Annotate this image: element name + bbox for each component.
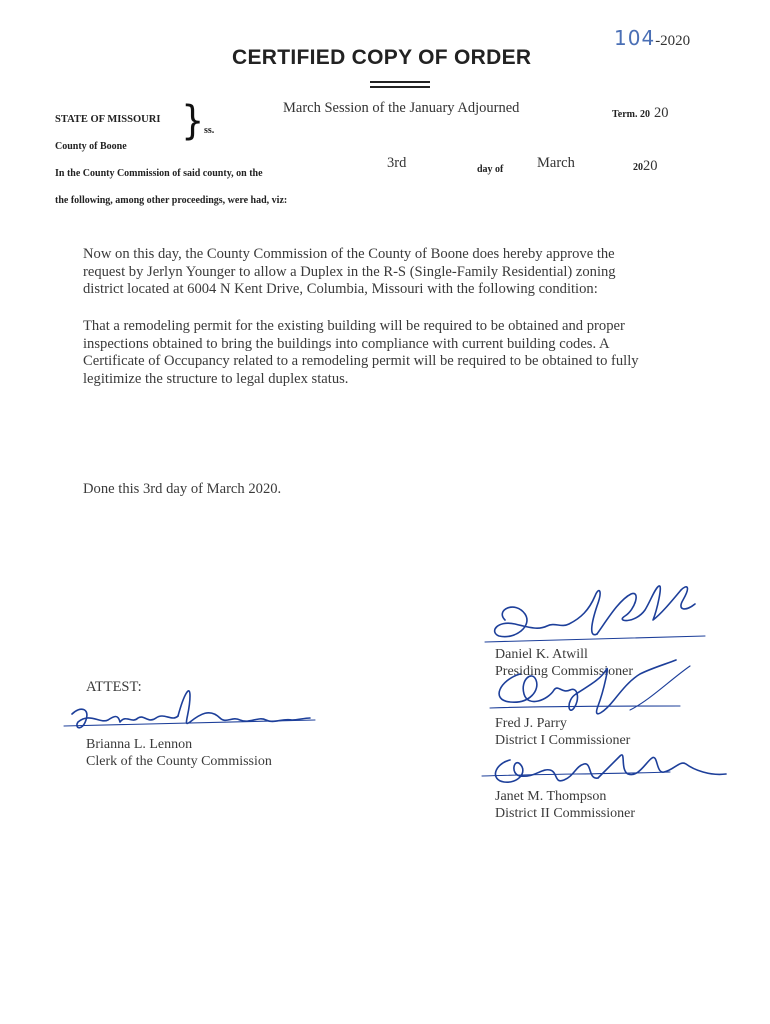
paragraph-line: That a remodeling permit for the existing building will be required to be obtained and proper	[83, 318, 625, 334]
clerk-name: Brianna L. Lennon	[86, 737, 193, 752]
clerk-title: Clerk of the County Commission	[86, 754, 272, 769]
state-label: STATE OF MISSOURI	[55, 114, 161, 125]
year-suffix: 20	[643, 158, 658, 174]
page-title: CERTIFIED COPY OF ORDER	[232, 46, 532, 69]
title-underline-2	[370, 86, 430, 88]
day-of-label: day of	[477, 164, 504, 175]
signatory-name-2: Fred J. Parry	[495, 716, 567, 731]
signatory-title-3: District II Commissioner	[495, 806, 635, 821]
ss-label: ss.	[204, 125, 215, 136]
signatory-title-1: Presiding Commissioner	[495, 664, 634, 679]
year-line	[633, 157, 658, 175]
paragraph-line: Certificate of Occupancy related to a remodeling permit will be required to be obtained to fully	[83, 353, 639, 370]
done-line: Done this 3rd day of March 2020.	[83, 481, 282, 497]
presiding-commissioner-signature	[485, 580, 715, 655]
month-value: March	[537, 155, 575, 171]
paragraph-line: inspections obtained to bring the buildings into compliance with current building codes. A	[83, 335, 610, 352]
title-underline-1	[370, 81, 430, 83]
order-paragraph-2	[83, 318, 693, 388]
year-prefix: 20	[633, 162, 643, 173]
county-label: County of Boone	[55, 141, 127, 152]
paragraph-line: request by Jerlyn Younger to allow a Duplex in the R-S (Single-Family Residential) zoning	[83, 263, 616, 280]
paragraph-line: legitimize the structure to legal duplex status.	[83, 370, 349, 387]
paragraph-line: district located at 6004 N Kent Drive, Columbia, Missouri with the following condition:	[83, 281, 598, 298]
term-line	[612, 104, 668, 122]
term-year: 20	[653, 105, 669, 121]
clerk-signature	[60, 684, 320, 744]
attest-label: ATTEST:	[86, 679, 142, 695]
commission-line: In the County Commission of said county, on the	[55, 168, 263, 179]
session-text: March Session of the January Adjourned	[283, 100, 520, 116]
signatory-title-2: District I Commissioner	[495, 733, 631, 748]
following-line: the following, among other proceedings, were had, viz:	[55, 195, 288, 206]
brace-icon: }	[181, 98, 205, 144]
document-number-suffix: -2020	[655, 33, 691, 49]
paragraph-line: Now on this day, the County Commission of the County of Boone does hereby approve the	[83, 246, 615, 262]
signatory-name-3: Janet M. Thompson	[495, 789, 607, 804]
term-label: Term. 20	[612, 109, 650, 120]
document-number	[614, 26, 690, 50]
order-paragraph-1	[83, 246, 693, 299]
day-value: 3rd	[387, 155, 407, 171]
handwritten-number: 104	[614, 26, 656, 50]
signatory-name-1: Daniel K. Atwill	[495, 647, 588, 662]
